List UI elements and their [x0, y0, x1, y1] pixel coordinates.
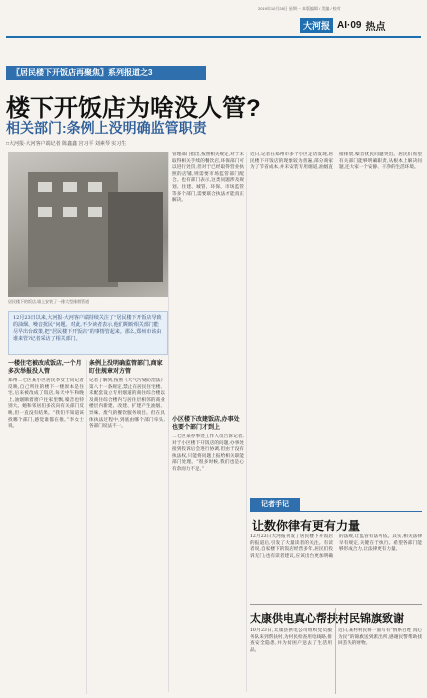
brief-text-right: 近日,某村村民将一面写有“情系百姓 真心为民”的锦旗送到派出所,感谢民警帮助找回丢失的财物。	[338, 628, 422, 647]
section-heading: 一楼住宅被改成饭店,一个月多次举报没人管	[8, 361, 82, 375]
body-column: 郑州二七区某小区居民李女士向记者反映,自己所住的楼下一楼原本是住宅,后来被改成了饭店,每天中午和晚上,油烟顺着窗户往家里飘,噪音也特别大。她和邻居们多次向有关部门反映,但一直没有结果。“我们不知道该找哪个部门,感觉谁都在推。”李女士说。	[8, 378, 84, 430]
commentary-tag: 记者手记	[250, 498, 300, 511]
commentary-title: 让数你律有更有力量	[252, 519, 361, 533]
body-column: 记者了解到,按照《大气污染防治法》第八十一条规定,禁止在居民住宅楼、未配套设立专用烟道的商住综合楼以及商住综合楼内与居住层相邻的商业楼层内新建、改建、扩建产生油烟、异味、废气的餐饮服务项目。但在具体执法过程中,到底由哪个部门牵头,各部门说法不一。	[89, 378, 165, 430]
masthead	[300, 16, 385, 34]
photo-window	[63, 182, 77, 192]
photo-window	[38, 207, 52, 217]
photo-window	[38, 182, 52, 192]
article-photo	[8, 152, 168, 297]
subheadline: 相关部门:条例上没明确监管职责	[6, 120, 207, 136]
photo-window	[88, 207, 102, 217]
column-divider	[246, 152, 247, 692]
body-column: 近日,记者在郑州市多个小区走访发现,居民楼下开饭店的现象较为普遍,部分商家为了节省成本,并未安装专用烟道,油烟直接排放,噪音扰民问题突出。居民们希望有关部门能够明确职责,从根本上解决问题,还大家一个安静、干净的生活环境。	[250, 152, 422, 171]
body-column: 管理部门指出,按照相关规定,对于未取得相关手续的餐饮店,环保部门可以进行处罚,但对于已经取得营业执照的店铺,则需要市场监管部门配合。也有部门表示,这类问题涉及规划、住建、城管、环保、市场监管等多个部门,需要联合执法才能真正解决。	[172, 152, 244, 204]
byline: □大河报·大河客户端记者 陈鑫鑫 宫习平 刘素琴 实习生	[6, 141, 127, 147]
page-meta: 2019年10月28日 星期一 本版编辑 / 美编 / 校对	[258, 6, 341, 11]
series-tag: 〖居民楼下开饭店再聚焦〗系列报道之3	[6, 66, 206, 80]
commentary-divider	[250, 511, 422, 512]
photo-window	[88, 182, 102, 192]
photo-building-2	[108, 192, 163, 282]
column-divider	[86, 360, 87, 694]
header-divider	[6, 36, 421, 38]
page-number: AI·09	[337, 19, 362, 31]
brief-divider	[335, 608, 336, 694]
intro-box: 12月23日以来,大河报·大河客户端持续关注了“居民楼下开饭店导致的油烟、噪音扰民”问题。对此,不少读者表示,他们期盼相关部门能尽早出台政策,把“居民楼下开饭店”的事情管起来。那么,郑州市该由谁来管?记者采访了相关部门。	[8, 311, 168, 355]
section-title: 热点	[365, 21, 386, 33]
brief-text-left: 10月23日,太康县供电公司组织党员服务队来到帮扶村,为村民检查用电线路,排查安全隐患,并为贫困户送去了生活用品。	[250, 628, 332, 653]
section-heading: 条例上没明确监管部门,商家盯住规章对方管	[89, 361, 163, 375]
brief-title-left: 太康供电真心帮扶	[250, 613, 338, 625]
newspaper-logo: 大河报	[300, 18, 333, 33]
column-divider	[168, 152, 169, 692]
brief-title-right: 村民锦旗致谢	[338, 613, 404, 625]
bottom-divider	[250, 604, 422, 605]
photo-caption: 居民楼下的饭店,墙上安装了一排大型排烟管道	[8, 299, 90, 304]
body-column: 二七区某办事处工作人员告诉记者,对于小区楼下开饭店的问题,办事处接到投诉后会进行协调,但由于没有执法权,只能将问题上报给相关职能部门处理。“很多时候,我们也是心有余而力不足。”	[172, 434, 244, 472]
section-heading: 小区楼下改建饭店,办事处也要个部门才到上	[172, 417, 240, 431]
photo-window	[63, 207, 77, 217]
headline: 楼下开饭店为啥没人管?	[6, 95, 261, 122]
commentary-text: 12月23日大河报刊发了居民楼下开饭店的报道后,引发了大量读者的关注。有读者说,自家楼下的饭店经营多年,居民们投诉无门;也有读者建议,应该出台更加明确的法规,让监管有法可依。其实,相关法律早有规定,关键在于执行。希望各部门能够形成合力,让法律更有力量。	[250, 534, 422, 559]
